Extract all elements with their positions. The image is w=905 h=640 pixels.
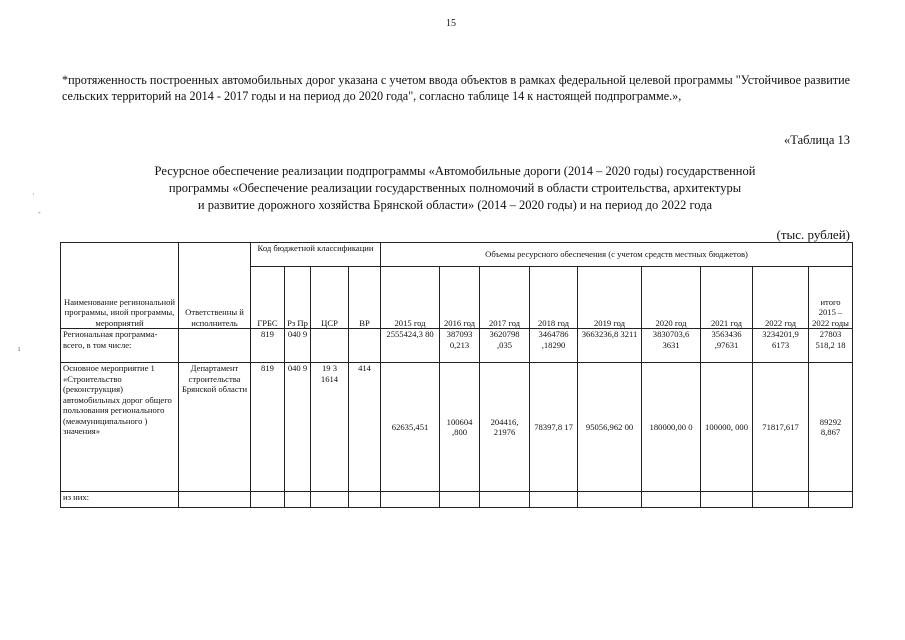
row-value-2022: 3234201,9 6173 <box>753 329 809 363</box>
caption-line-1: Ресурсное обеспечение реализации подпрограммы «Автомобильные дороги (2014 – 2020 годы) государственной <box>154 164 756 178</box>
row-grbs: 819 <box>251 329 285 363</box>
row-value-2017: 3620798 ,035 <box>480 329 530 363</box>
header-budget-code-group: Код бюджетной классификации <box>251 243 381 267</box>
header-year-2020: 2020 год <box>642 267 701 329</box>
row-value-2016: 100604 ,800 <box>440 363 480 491</box>
page-number: 15 <box>446 18 456 29</box>
header-volumes-group: Объемы ресурсного обеспечения (с учетом средств местных бюджетов) <box>381 243 853 267</box>
footnote-text: *протяженность построенных автомобильных дорог указана с учетом ввода объектов в рамках федеральной целевой программы "Устойчивое развитие сельских территорий на 2014 - 2017 годы и на период до 2020 года", согласно таблице 14 к настоящей подпрограмме.», <box>62 73 850 103</box>
row-value-2021: 3563436 ,97631 <box>701 329 753 363</box>
empty-cell <box>530 491 578 507</box>
empty-cell <box>642 491 701 507</box>
scan-dot: · <box>32 190 35 199</box>
empty-cell <box>179 491 251 507</box>
header-year-2021: 2021 год <box>701 267 753 329</box>
row-name: из них: <box>61 491 179 507</box>
empty-cell <box>480 491 530 507</box>
row-value-2018: 3464786 ,18290 <box>530 329 578 363</box>
row-grbs: 819 <box>251 363 285 491</box>
header-year-2015: 2015 год <box>381 267 440 329</box>
row-value-total: 27803 518,2 18 <box>809 329 853 363</box>
header-vr: ВР <box>349 267 381 329</box>
row-value-total: 89292 8,867 <box>809 363 853 491</box>
row-executor <box>179 329 251 363</box>
empty-cell <box>440 491 480 507</box>
row-value-2020: 3830703,6 3631 <box>642 329 701 363</box>
table-row <box>61 491 853 507</box>
header-csr: ЦСР <box>311 267 349 329</box>
table-reference: «Таблица 13 <box>784 133 850 147</box>
header-rzpr: Рз Пр <box>285 267 311 329</box>
row-csr <box>311 329 349 363</box>
empty-cell <box>251 491 285 507</box>
row-value-2018: 78397,8 17 <box>530 363 578 491</box>
row-vr <box>349 329 381 363</box>
row-value-2016: 387093 0,213 <box>440 329 480 363</box>
caption-line-3: и развитие дорожного хозяйства Брянской области» (2014 – 2020 годы) и на период до 2022 года <box>197 198 713 212</box>
header-name: Наименование регинональной программы, иной программы, мероприятий <box>61 243 179 329</box>
row-value-2020: 180000,00 0 <box>642 363 701 491</box>
row-value-2022: 71817,617 <box>753 363 809 491</box>
scan-dot: - <box>38 208 41 217</box>
row-value-2019: 95056,962 00 <box>578 363 642 491</box>
empty-cell <box>285 491 311 507</box>
row-rzpr: 040 9 <box>285 363 311 491</box>
header-total: итого 2015 – 2022 годы <box>809 267 853 329</box>
header-year-2018: 2018 год <box>530 267 578 329</box>
row-name: Основное мероприятие 1 «Строительство (реконструкция) автомобильных дорог общего пользования регионального (межмуниципального ) значения» <box>61 363 179 491</box>
table-caption <box>60 163 850 214</box>
empty-cell <box>381 491 440 507</box>
header-row-1 <box>61 243 853 267</box>
table-row <box>61 329 853 363</box>
empty-cell <box>349 491 381 507</box>
row-value-2015: 2555424,3 80 <box>381 329 440 363</box>
header-grbs: ГРБС <box>251 267 285 329</box>
row-value-2015: 62635,451 <box>381 363 440 491</box>
empty-cell <box>578 491 642 507</box>
row-csr: 19 3 1614 <box>311 363 349 491</box>
header-executor: Ответственны й исполнитель <box>179 243 251 329</box>
table-row <box>61 363 853 491</box>
row-value-2017: 204416, 21976 <box>480 363 530 491</box>
units-label: (тыс. рублей) <box>776 227 850 242</box>
row-name: Региональная программа- всего, в том числе: <box>61 329 179 363</box>
row-value-2019: 3663236,8 3211 <box>578 329 642 363</box>
empty-cell <box>753 491 809 507</box>
header-year-2016: 2016 год <box>440 267 480 329</box>
caption-line-2: программы «Обеспечение реализации государственных полномочий в области строительства, архитектуры <box>168 181 742 195</box>
header-year-2017: 2017 год <box>480 267 530 329</box>
empty-cell <box>701 491 753 507</box>
row-rzpr: 040 9 <box>285 329 311 363</box>
row-executor: Департамент строительства Брянской области <box>179 363 251 491</box>
header-year-2019: 2019 год <box>578 267 642 329</box>
empty-cell <box>311 491 349 507</box>
scan-dot: ı <box>18 344 21 353</box>
empty-cell <box>809 491 853 507</box>
header-year-2022: 2022 год <box>753 267 809 329</box>
resource-table <box>60 242 853 508</box>
row-vr: 414 <box>349 363 381 491</box>
row-value-2021: 100000, 000 <box>701 363 753 491</box>
